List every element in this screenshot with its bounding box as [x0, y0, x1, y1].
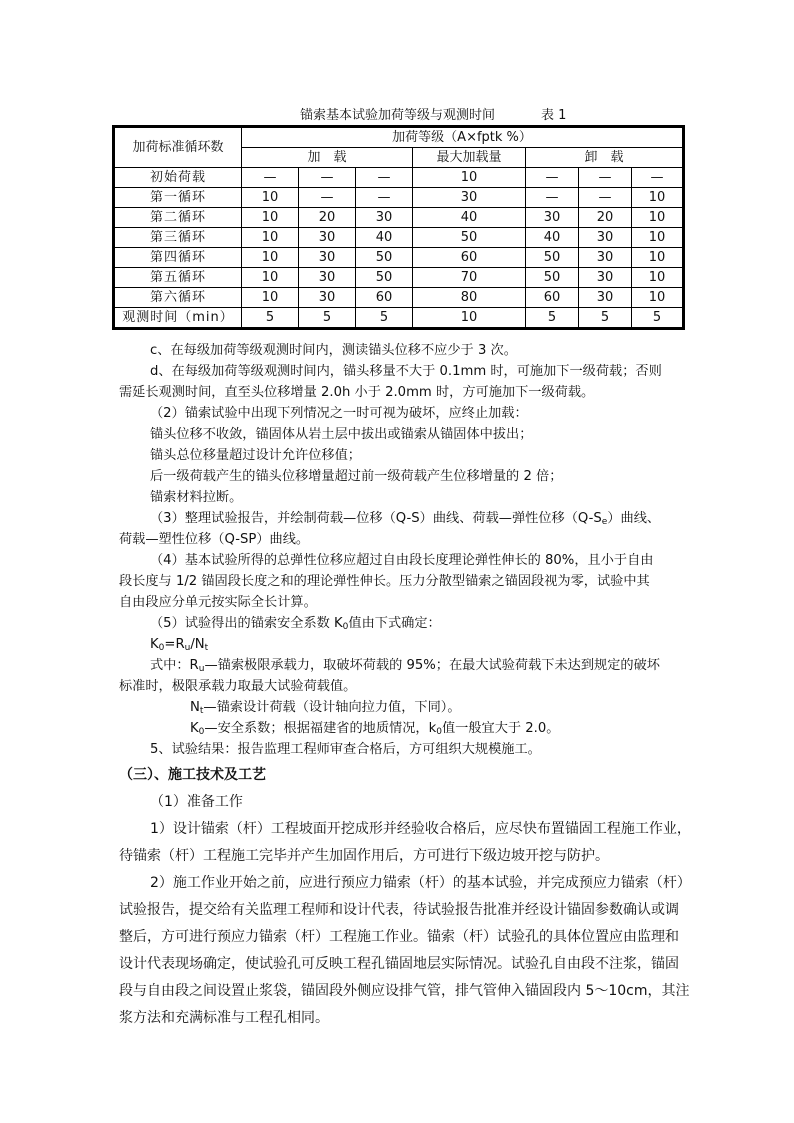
- table-cell: 80: [413, 288, 526, 308]
- row-label: 第一循环: [114, 188, 242, 208]
- table-row: [114, 308, 684, 329]
- subscript: t: [199, 706, 204, 716]
- table-cell: 50: [526, 248, 579, 268]
- row-label: 第五循环: [114, 268, 242, 288]
- paragraph-c: c、在每级加荷等级观测时间内，测读锚头位移不应少于 3 次。: [150, 343, 517, 358]
- table-cell: 40: [526, 228, 579, 248]
- table-title: 锚索基本试验加荷等级与观测时间: [300, 108, 496, 123]
- subscript: u: [184, 643, 191, 653]
- text-run: —安全系数；根据福建省的地质情况，k: [204, 721, 437, 736]
- table-cell: 5: [632, 308, 684, 329]
- row-label: 第二循环: [114, 208, 242, 228]
- section-heading: （三）、施工技术及工艺: [119, 767, 266, 783]
- table-cell: 50: [526, 268, 579, 288]
- table-cell: 10: [632, 228, 684, 248]
- paragraph-5: [150, 615, 441, 636]
- row-label: 观测时间（min）: [114, 308, 242, 329]
- table-cell: 10: [632, 248, 684, 268]
- row-label: 第三循环: [114, 228, 242, 248]
- table-cell: 10: [242, 228, 299, 248]
- table-cell: 5: [579, 308, 632, 329]
- subscript: 0: [436, 727, 442, 737]
- table-cell: 30: [356, 208, 413, 228]
- table-cell: 5: [299, 308, 356, 329]
- paragraph-d-line2: 需延长观测时间，直至头位移增量 2.0h 小于 2.0mm 时，方可施加下一级荷载。: [119, 385, 595, 400]
- table-cell: 10: [242, 288, 299, 308]
- table-cell: 60: [526, 288, 579, 308]
- text-run: N: [190, 700, 200, 715]
- subscript: 0: [198, 727, 205, 737]
- table-cell: 30: [299, 268, 356, 288]
- failure-item-1: 锚头位移不收敛，锚固体从岩土层中拔出或锚索从锚固体中拔出；: [150, 427, 533, 442]
- step2-line3: 整后，方可进行预应力锚索（杆）工程施工作业。锚索（杆）试验孔的具体位置应由监理和: [119, 929, 679, 945]
- row-header-label: 加荷标准循环数: [114, 127, 242, 168]
- paragraph-4-line3: 自由段应分单元按实际全长计算。: [119, 595, 317, 610]
- sub-header-loading: 加 载: [242, 148, 413, 168]
- table-cell: 30: [299, 288, 356, 308]
- step2-line6: 浆方法和充满标准与工程孔相同。: [119, 1010, 329, 1026]
- group-header: 加荷等级（A×fptk %）: [242, 127, 684, 148]
- table-number: 表 1: [541, 108, 567, 123]
- table-cell: 10: [632, 188, 684, 208]
- subscript: u: [198, 664, 205, 674]
- table-cell: 10: [413, 168, 526, 188]
- row-label: 第四循环: [114, 248, 242, 268]
- text-run: ）曲线、: [607, 511, 661, 526]
- text-run: K: [150, 637, 159, 652]
- table-cell: 5: [526, 308, 579, 329]
- table-cell: 10: [632, 208, 684, 228]
- table-cell: 30: [579, 248, 632, 268]
- text-run: 式中：R: [150, 658, 199, 673]
- step2-line1: 2）施工作业开始之前，应进行预应力锚索（杆）的基本试验，并完成预应力锚索（杆）: [150, 875, 691, 891]
- table-cell: 10: [632, 288, 684, 308]
- paragraph-2: （2）锚索试验中出现下列情况之一时可视为破坏，应终止加载：: [150, 406, 528, 421]
- table-cell: —: [299, 168, 356, 188]
- row-label: 第六循环: [114, 288, 242, 308]
- table-caption: [300, 104, 566, 123]
- where-line3: [190, 699, 461, 720]
- table-cell: —: [526, 188, 579, 208]
- failure-item-4: 锚索材料拉断。: [150, 490, 243, 505]
- table-cell: 10: [242, 268, 299, 288]
- sub-header-max-load: 最大加载量: [413, 148, 526, 168]
- table-cell: 40: [356, 228, 413, 248]
- table-cell: 30: [299, 228, 356, 248]
- paragraph-3-line2: 荷载—塑性位移（Q-SP）曲线。: [119, 532, 310, 547]
- step2-line2: 试验报告，提交给有关监理工程师和设计代表，待试验报告批准并经设计锚固参数确认或调: [119, 902, 679, 918]
- table-cell: 20: [579, 208, 632, 228]
- load-level-table: [112, 125, 685, 330]
- paragraph-3-line1: [150, 510, 660, 531]
- where-line1: [150, 657, 660, 678]
- failure-item-2: 锚头总位移量超过设计允许位移值；: [150, 448, 361, 463]
- paragraph-d-line1: d、在每级加荷等级观测时间内，锚头移量不大于 0.1mm 时，可施加下一级荷载；否则: [150, 364, 662, 379]
- where-line4: [190, 720, 559, 741]
- table-cell: 30: [299, 248, 356, 268]
- subscript: 0: [158, 643, 165, 653]
- step2-line4: 设计代表现场确定，使试验孔可反映工程孔锚固地层实际情况。试验孔自由段不注浆，锚固: [119, 956, 679, 972]
- step2-line5: 段与自由段之间设置止浆袋，锚固段外侧应设排气管，排气管伸入锚固段内 5～10cm，其注: [119, 983, 690, 999]
- text-run: 值一般宜大于 2.0。: [441, 721, 560, 736]
- table-row: [114, 188, 684, 208]
- table-cell: —: [356, 168, 413, 188]
- text-run: —锚索极限承载力，取破坏荷载的 95%；在最大试验荷载下未达到规定的破坏: [204, 658, 660, 673]
- table-row: [114, 228, 684, 248]
- table-cell: —: [299, 188, 356, 208]
- table-cell: 5: [356, 308, 413, 329]
- table-cell: 30: [579, 228, 632, 248]
- table-cell: 10: [632, 268, 684, 288]
- text-run: /N: [190, 637, 205, 652]
- table-cell: 60: [413, 248, 526, 268]
- table-cell: 30: [413, 188, 526, 208]
- text-run: =R: [164, 637, 185, 652]
- subscript: e: [601, 517, 608, 527]
- result-paragraph: 5、试验结果：报告监理工程师审查合格后，方可组织大规模施工。: [150, 742, 541, 757]
- text-run: （3）整理试验报告，并绘制荷载—位移（Q-S）曲线、荷载—弹性位移（Q-S: [150, 511, 602, 526]
- paragraph-4-line1: （4）基本试验所得的总弹性位移应超过自由段长度理论弹性伸长的 80%，且小于自由: [150, 553, 654, 568]
- table-row: [114, 248, 684, 268]
- text-run: 值由下式确定：: [348, 616, 441, 631]
- where-line2: 标准时，极限承载力取最大试验荷载值。: [119, 679, 357, 694]
- preparation-heading: （1）准备工作: [150, 794, 243, 810]
- table-row: [114, 268, 684, 288]
- step1-line1: 1）设计锚索（杆）工程坡面开挖成形并经验收合格后，应尽快布置锚固工程施工作业，: [150, 821, 691, 837]
- subscript: 0: [342, 622, 349, 632]
- table-cell: —: [579, 168, 632, 188]
- text-run: K: [190, 721, 199, 736]
- table-cell: 40: [413, 208, 526, 228]
- table-cell: 10: [242, 248, 299, 268]
- table-cell: 30: [526, 208, 579, 228]
- text-run: —锚索设计荷载（设计轴向拉力值，下同）。: [203, 700, 461, 715]
- table-cell: —: [356, 188, 413, 208]
- table-cell: 10: [413, 308, 526, 329]
- subscript: t: [204, 643, 209, 653]
- table-cell: —: [579, 188, 632, 208]
- table-row: [114, 168, 684, 188]
- table-cell: 60: [356, 288, 413, 308]
- table-cell: —: [526, 168, 579, 188]
- table-cell: 5: [242, 308, 299, 329]
- step1-line2: 待锚索（杆）工程施工完毕并产生加固作用后，方可进行下级边坡开挖与防护。: [119, 848, 609, 864]
- table-cell: 50: [356, 268, 413, 288]
- table-cell: 30: [579, 288, 632, 308]
- failure-item-3: 后一级荷载产生的锚头位移增量超过前一级荷载产生位移增量的 2 倍；: [150, 469, 563, 484]
- table-row: [114, 208, 684, 228]
- table-cell: 30: [579, 268, 632, 288]
- sub-header-unloading: 卸 载: [526, 148, 684, 168]
- table-cell: 10: [242, 188, 299, 208]
- paragraph-4-line2: 段长度与 1/2 锚固段长度之和的理论弹性伸长。压力分散型锚索之锚固段视为零，试验中其: [119, 574, 650, 589]
- safety-factor-equation: [150, 636, 208, 657]
- table-cell: 10: [242, 208, 299, 228]
- table-cell: 50: [356, 248, 413, 268]
- table-cell: 50: [413, 228, 526, 248]
- text-run: （5）试验得出的锚索安全系数 K: [150, 616, 343, 631]
- table-cell: —: [242, 168, 299, 188]
- row-label: 初始荷载: [114, 168, 242, 188]
- table-cell: 70: [413, 268, 526, 288]
- table-cell: 20: [299, 208, 356, 228]
- table-cell: —: [632, 168, 684, 188]
- table-row: [114, 288, 684, 308]
